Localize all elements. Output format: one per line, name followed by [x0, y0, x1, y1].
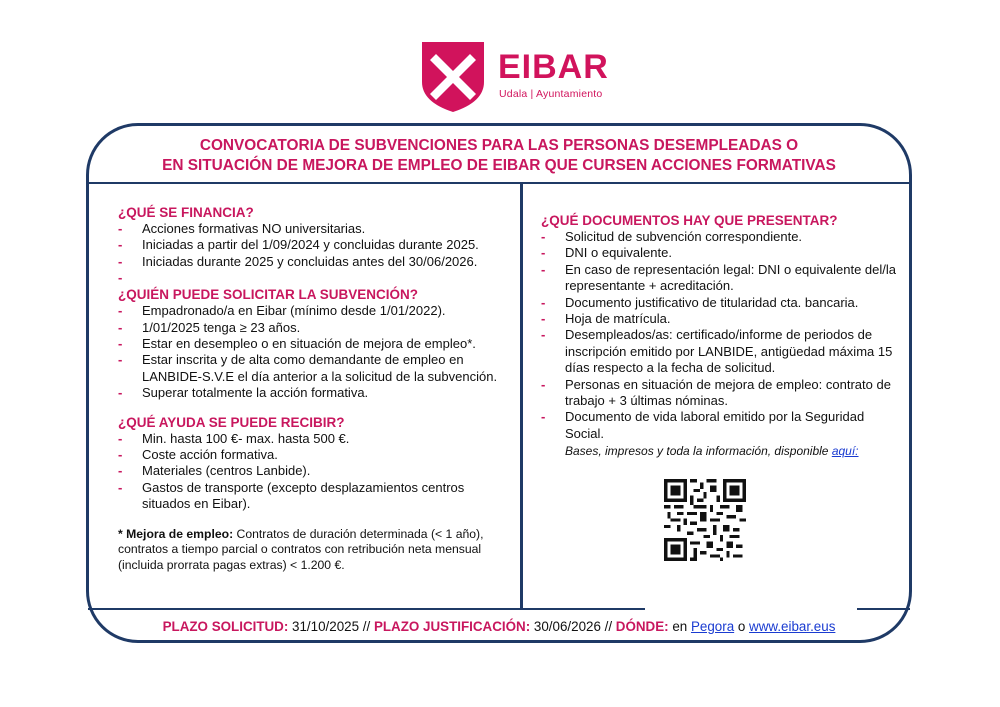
bases-link[interactable]: aquí:: [831, 444, 859, 459]
list-item: - Documento justificativo de titularidad cta. bancaria.: [541, 295, 905, 311]
list-ayuda: [118, 431, 514, 513]
list-item: - Iniciadas a partir del 1/09/2024 y concluidas durante 2025.: [118, 237, 514, 253]
donde-label: DÓNDE:: [615, 619, 669, 634]
left-column: [118, 204, 514, 574]
list-financia: [118, 221, 514, 286]
eibar-logo: [422, 42, 622, 114]
title-line-1: CONVOCATORIA DE SUBVENCIONES PARA LAS PERSONAS DESEMPLEADAS O: [199, 137, 799, 154]
page-title: [95, 136, 903, 176]
list-item: - Documento de vida laboral emitido por la Seguridad Social.: [541, 409, 905, 442]
title-line-2: EN SITUACIÓN DE MEJORA DE EMPLEO DE EIBAR QUE CURSEN ACCIONES FORMATIVAS: [162, 157, 836, 174]
list-documentos: [541, 229, 905, 442]
list-solicitar: [118, 303, 514, 401]
footnote-mejora: [118, 527, 514, 574]
heading-documentos: ¿QUÉ DOCUMENTOS HAY QUE PRESENTAR?: [541, 213, 838, 228]
list-item: [118, 270, 514, 286]
list-item: - DNI o equivalente.: [541, 245, 905, 261]
list-item: - Estar inscrita y de alta como demandante de empleo en LANBIDE-S.V.E el día anterior a la solicitud de la subvención.: [118, 352, 514, 385]
plazo-justificacion-label: PLAZO JUSTIFICACIÓN:: [373, 619, 531, 634]
donde-prefix: en: [668, 619, 691, 634]
list-item: - Superar totalmente la acción formativa.: [118, 385, 514, 401]
list-item: - Iniciadas durante 2025 y concluidas antes del 30/06/2026.: [118, 254, 514, 270]
list-item: - Solicitud de subvención correspondiente.: [541, 229, 905, 245]
right-column: [541, 212, 905, 460]
frame-gap: [645, 604, 857, 614]
footnote-text: Contratos de duración determinada (< 1 año), contratos a tiempo parcial o contratos con retribución neta mensual (incluida prorrata pagas extras) < 1.200 €.: [118, 526, 484, 573]
list-item: - Estar en desempleo o en situación de mejora de empleo*.: [118, 336, 514, 352]
footer-separator: o: [734, 619, 750, 634]
eibar-logo-icon: [422, 42, 484, 112]
plazo-solicitud-label: PLAZO SOLICITUD:: [162, 619, 289, 634]
eibar-website-link[interactable]: www.eibar.eus: [749, 619, 836, 634]
list-item: - Empadronado/a en Eibar (mínimo desde 1/01/2022).: [118, 303, 514, 319]
list-item: - Desempleados/as: certificado/informe de periodos de inscripción emitido por LANBIDE, antigüedad máxima 15 días respecto a la fecha de solicitud.: [541, 327, 905, 376]
list-item: - Acciones formativas NO universitarias.: [118, 221, 514, 237]
pegora-link[interactable]: Pegora: [690, 619, 735, 634]
plazo-justificacion-value: 30/06/2026 //: [530, 619, 616, 634]
list-item: - Hoja de matrícula.: [541, 311, 905, 327]
list-item: - Materiales (centros Lanbide).: [118, 463, 514, 479]
plazo-solicitud-value: 31/10/2025 //: [288, 619, 374, 634]
list-item: - Coste acción formativa.: [118, 447, 514, 463]
qr-code-icon[interactable]: [664, 479, 746, 561]
list-item: - En caso de representación legal: DNI o equivalente del/la representante + acreditación.: [541, 262, 905, 295]
list-item: - Min. hasta 100 €- max. hasta 500 €.: [118, 431, 514, 447]
divider-top: [88, 182, 910, 184]
list-item: - 1/01/2025 tenga ≥ 23 años.: [118, 320, 514, 336]
list-item: - Personas en situación de mejora de empleo: contrato de trabajo + 3 últimas nóminas.: [541, 377, 905, 410]
bases-text: Bases, impresos y toda la información, disponible: [565, 444, 832, 459]
list-item: - Gastos de transporte (excepto desplazamientos centros situados en Eibar).: [118, 480, 514, 513]
footnote-label: * Mejora de empleo:: [118, 526, 234, 541]
heading-financia: ¿QUÉ SE FINANCIA?: [118, 205, 254, 220]
logo-name: EIBAR: [498, 48, 609, 86]
footer-deadlines: [95, 619, 903, 634]
logo-subtitle: Udala | Ayuntamiento: [499, 88, 603, 100]
heading-solicitar: ¿QUIÉN PUEDE SOLICITAR LA SUBVENCIÓN?: [118, 287, 419, 303]
divider-vertical: [520, 183, 523, 609]
heading-ayuda: ¿QUÉ AYUDA SE PUEDE RECIBIR?: [118, 414, 345, 430]
bases-info: [541, 443, 905, 459]
